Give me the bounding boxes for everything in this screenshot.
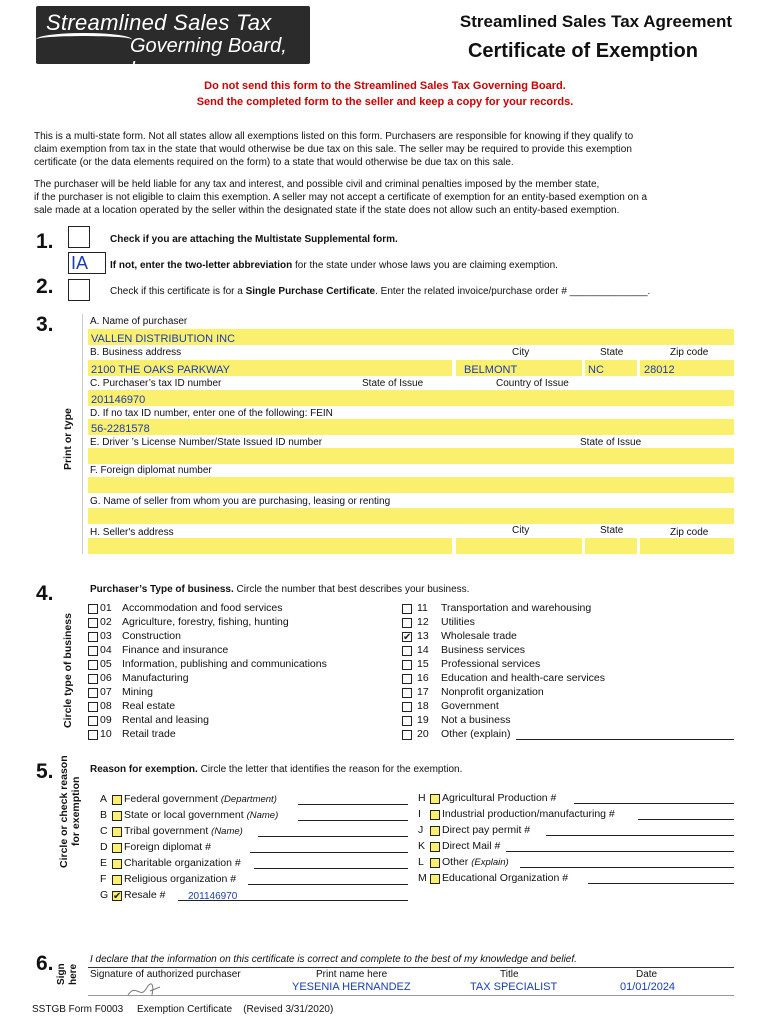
- business-type-checkbox[interactable]: [88, 618, 98, 628]
- reason-label: Resale #: [124, 889, 166, 901]
- business-address-label: B. Business address: [90, 347, 182, 358]
- reason-label: Direct pay permit #: [442, 824, 531, 836]
- business-type-label: Other (explain): [441, 728, 511, 740]
- business-type-checkbox[interactable]: [402, 646, 412, 656]
- business-type-checkbox[interactable]: [88, 604, 98, 614]
- business-type-number: 15: [417, 658, 429, 670]
- section-6-number: 6.: [36, 952, 54, 975]
- print-name-value[interactable]: YESENIA HERNANDEZ: [292, 981, 411, 993]
- section-1-number: 1.: [36, 230, 54, 253]
- business-type-label: Mining: [122, 686, 153, 698]
- reason-entry-line[interactable]: [248, 884, 408, 885]
- circle-reason-label-2: for exemption: [70, 776, 82, 846]
- reason-entry-line[interactable]: [258, 836, 408, 837]
- reason-entry-line[interactable]: [638, 819, 734, 820]
- reason-letter: I: [418, 808, 421, 820]
- agreement-title: Streamlined Sales Tax Agreement: [459, 12, 732, 31]
- zip-input[interactable]: 28012: [640, 360, 734, 376]
- reason-letter: B: [100, 809, 108, 821]
- tax-id-state-issue-label: State of Issue: [362, 378, 424, 389]
- business-type-number: 20: [417, 728, 429, 740]
- business-type-number: 10: [100, 728, 112, 740]
- business-type-number: 07: [100, 686, 112, 698]
- circle-type-business-label: Circle type of business: [62, 613, 74, 728]
- reason-entry-line[interactable]: [506, 851, 734, 852]
- intro-paragraph-2: The purchaser will be held liable for any tax and interest, and possible civil and criminal penalties imposed by the member state, if the purchaser is not eligible to claim this exemption. A seller may not accept a certificate of exemption for an entity-based exemption on a sale made at a location operated by the seller within the designated state if the state does not allow such an entity-based exemption.: [34, 179, 648, 216]
- sstgb-logo: Streamlined Sales Tax Governing Board, Inc.: [36, 6, 310, 64]
- business-type-label: Business services: [441, 644, 526, 656]
- business-type-label: Retail trade: [122, 728, 176, 740]
- reason-checkbox[interactable]: ✔: [113, 891, 122, 902]
- reason-label: Agricultural Production #: [442, 792, 557, 804]
- section-2-number: 2.: [36, 275, 54, 298]
- seller-name-input[interactable]: [88, 508, 734, 524]
- business-type-number: 14: [417, 644, 429, 656]
- reason-letter: A: [100, 793, 108, 805]
- reason-label: Other (Explain): [442, 856, 509, 868]
- reason-label: Educational Organization #: [442, 872, 569, 884]
- business-type-label: Information, publishing and communications: [122, 658, 327, 670]
- reason-checkbox[interactable]: [430, 794, 440, 804]
- form-id: SSTGB Form F0003: [32, 1004, 124, 1015]
- business-type-number: 04: [100, 644, 112, 656]
- business-type-number: 19: [417, 714, 429, 726]
- business-type-label: Education and health-care services: [441, 672, 606, 684]
- business-type-checkbox[interactable]: ✔: [403, 632, 412, 643]
- reason-checkbox[interactable]: [430, 858, 440, 868]
- business-type-checkbox[interactable]: [88, 660, 98, 670]
- seller-city-label: City: [512, 525, 530, 536]
- reason-letter: L: [418, 856, 424, 868]
- drivers-license-label: E. Driver ’s License Number/State Issued ID number: [90, 437, 323, 448]
- zip-label: Zip code: [670, 347, 709, 358]
- fein-input[interactable]: 56-2281578: [88, 419, 734, 435]
- reason-entry-line[interactable]: [254, 868, 408, 869]
- notice-line-1: Do not send this form to the Streamlined Sales Tax Governing Board.: [204, 80, 566, 92]
- business-type-checkbox[interactable]: [402, 660, 412, 670]
- supplemental-form-checkbox[interactable]: [68, 226, 90, 248]
- seller-zip-input[interactable]: [640, 538, 734, 554]
- business-type-checkbox[interactable]: [402, 716, 412, 726]
- form-revised: (Revised 3/31/2020): [243, 1004, 334, 1015]
- reason-letter: E: [100, 857, 108, 869]
- reason-letter: K: [418, 840, 426, 852]
- state-label: State: [600, 347, 624, 358]
- business-type-number: 16: [417, 672, 429, 684]
- fein-label: D. If no tax ID number, enter one of the following: FEIN: [90, 408, 333, 419]
- section-3-number: 3.: [36, 313, 54, 336]
- state-abbreviation-label: If not, enter the two-letter abbreviation for the state under whose laws you are claiming exemption.: [110, 260, 558, 271]
- business-type-number: 18: [417, 700, 429, 712]
- supplemental-form-label: Check if you are attaching the Multistate Supplemental form.: [110, 234, 398, 245]
- business-type-number: 08: [100, 700, 112, 712]
- business-type-label: Construction: [122, 630, 181, 642]
- business-type-label: Not a business: [441, 714, 511, 726]
- section-4-number: 4.: [36, 582, 54, 605]
- drivers-license-input[interactable]: [88, 448, 734, 464]
- city-input[interactable]: BELMONT: [456, 360, 582, 376]
- business-type-number: 03: [100, 630, 112, 642]
- reason-entry-line[interactable]: [298, 820, 408, 821]
- business-type-label: Real estate: [122, 700, 176, 712]
- reason-label: Direct Mail #: [442, 840, 501, 852]
- tax-id-label: C. Purchaser’s tax ID number: [90, 378, 222, 389]
- here-label: here: [68, 963, 79, 985]
- business-type-label: Manufacturing: [122, 672, 189, 684]
- reason-checkbox[interactable]: [112, 795, 122, 805]
- single-purchase-label: Check if this certificate is for a Single Purchase Certificate. Enter the related invoice/purchase order # ______________.: [110, 286, 651, 297]
- notice-line-2: Send the completed form to the seller and keep a copy for your records.: [196, 96, 574, 108]
- certificate-title: Certificate of Exemption: [467, 40, 698, 62]
- tax-id-input[interactable]: 201146970: [88, 390, 734, 406]
- title-label: Title: [500, 969, 519, 980]
- reason-title: Reason for exemption. Circle the letter that identifies the reason for the exemption.: [90, 764, 463, 775]
- business-type-number: 09: [100, 714, 112, 726]
- business-type-label: Government: [441, 700, 499, 712]
- seller-zip-label: Zip code: [670, 527, 709, 538]
- section-5-number: 5.: [36, 760, 54, 783]
- business-type-label: Transportation and warehousing: [441, 602, 592, 614]
- purchaser-name-label: A. Name of purchaser: [90, 316, 188, 327]
- resale-number-value: 201146970: [188, 891, 238, 902]
- reason-entry-line[interactable]: [546, 835, 734, 836]
- reason-label: Foreign diplomat #: [124, 841, 211, 853]
- state-abbreviation-input[interactable]: IA: [68, 252, 106, 274]
- business-type-checkbox[interactable]: [88, 730, 98, 740]
- business-type-checkbox[interactable]: [88, 702, 98, 712]
- print-or-type-label: Print or type: [62, 408, 74, 470]
- reason-label: Charitable organization #: [124, 857, 241, 869]
- declaration-text: I declare that the information on this certificate is correct and complete to the best of my knowledge and belief.: [90, 954, 577, 965]
- reason-checkbox[interactable]: [430, 810, 440, 820]
- circle-reason-label-1: Circle or check reason: [58, 755, 70, 868]
- business-type-checkbox[interactable]: [402, 618, 412, 628]
- business-type-label: Accommodation and food services: [122, 602, 283, 614]
- business-type-checkbox[interactable]: [88, 688, 98, 698]
- business-type-label: Professional services: [441, 658, 541, 670]
- business-type-number: 12: [417, 616, 429, 628]
- foreign-diplomat-label: F. Foreign diplomat number: [90, 465, 212, 476]
- reason-entry-line[interactable]: [298, 804, 408, 805]
- reason-letter: G: [100, 889, 109, 901]
- reason-letter: D: [100, 841, 108, 853]
- seller-state-input[interactable]: [585, 538, 637, 554]
- reason-letter: M: [418, 872, 427, 884]
- business-type-number: 06: [100, 672, 112, 684]
- foreign-diplomat-input[interactable]: [88, 477, 734, 493]
- title-value[interactable]: TAX SPECIALIST: [470, 981, 558, 993]
- footer: [32, 1004, 333, 1015]
- reason-letter: C: [100, 825, 108, 837]
- tax-id-country-issue-label: Country of Issue: [496, 378, 569, 389]
- business-type-label: Rental and leasing: [122, 714, 209, 726]
- reason-checkbox[interactable]: [112, 811, 122, 821]
- purchaser-name-input[interactable]: VALLEN DISTRIBUTION INC: [88, 329, 734, 345]
- reason-checkbox[interactable]: [112, 859, 122, 869]
- reason-label: Religious organization #: [124, 873, 237, 885]
- single-purchase-checkbox[interactable]: [68, 279, 90, 301]
- print-name-label: Print name here: [316, 969, 388, 980]
- reason-letter: F: [100, 873, 107, 885]
- reason-letter: H: [418, 792, 426, 804]
- business-type-label: Wholesale trade: [441, 630, 517, 642]
- business-type-checkbox[interactable]: [402, 688, 412, 698]
- intro-paragraph-1: This is a multi-state form. Not all states allow all exemptions listed on this form. Purchasers are responsible for knowing if they qualify to claim exemption from tax in the state that would otherwise be due tax on this sale. The seller may be required to provide this exemption certificate (or the data elements required on the form) to a state that would otherwise be due tax on this sale.: [34, 131, 634, 168]
- section-3-divider: [82, 314, 83, 554]
- business-type-checkbox[interactable]: [88, 646, 98, 656]
- reason-entry-line[interactable]: [588, 883, 734, 884]
- seller-city-input[interactable]: [456, 538, 582, 554]
- business-type-checkbox[interactable]: [88, 716, 98, 726]
- business-type-checkbox[interactable]: [402, 674, 412, 684]
- other-explain-line: [516, 739, 734, 740]
- signature-label: Signature of authorized purchaser: [90, 969, 241, 980]
- signature-rule: [88, 995, 734, 996]
- declaration-rule: [88, 967, 734, 968]
- date-label: Date: [636, 969, 658, 980]
- reason-entry-line[interactable]: [250, 852, 408, 853]
- reason-checkbox[interactable]: [430, 842, 440, 852]
- reason-label: Tribal government (Name): [124, 825, 243, 837]
- state-input[interactable]: NC: [585, 360, 637, 376]
- reason-label: Industrial production/manufacturing #: [442, 808, 615, 820]
- business-type-number: 13: [417, 630, 429, 642]
- business-type-label: Agriculture, forestry, fishing, hunting: [122, 616, 289, 628]
- reason-letter: J: [418, 824, 424, 836]
- business-type-checkbox[interactable]: [88, 674, 98, 684]
- business-type-label: Nonprofit organization: [441, 686, 544, 698]
- business-type-label: Utilities: [441, 616, 475, 628]
- city-label: City: [512, 347, 530, 358]
- signature-scribble-icon: [88, 981, 248, 1001]
- business-type-number: 17: [417, 686, 429, 698]
- business-type-label: Finance and insurance: [122, 644, 229, 656]
- reason-entry-line[interactable]: [574, 803, 734, 804]
- reason-checkbox[interactable]: [430, 826, 440, 836]
- business-type-number: 02: [100, 616, 112, 628]
- seller-name-label: G. Name of seller from whom you are purchasing, leasing or renting: [90, 496, 391, 507]
- business-type-number: 11: [417, 602, 428, 614]
- reason-checkbox[interactable]: [112, 843, 122, 853]
- seller-address-label: H. Seller's address: [90, 527, 174, 538]
- reason-entry-line[interactable]: [520, 867, 734, 868]
- business-type-title: Purchaser’s Type of business. Circle the number that best describes your business.: [90, 584, 470, 595]
- date-value[interactable]: 01/01/2024: [620, 981, 676, 993]
- form-name: Exemption Certificate: [137, 1004, 233, 1015]
- business-type-checkbox[interactable]: [402, 702, 412, 712]
- business-type-checkbox[interactable]: [402, 730, 412, 740]
- business-type-checkbox[interactable]: [88, 632, 98, 642]
- seller-state-label: State: [600, 525, 624, 536]
- business-type-number: 05: [100, 658, 112, 670]
- reason-label: Federal government (Department): [124, 793, 277, 805]
- business-type-number: 01: [100, 602, 112, 614]
- business-type-checkbox[interactable]: [402, 604, 412, 614]
- sign-label: Sign: [56, 963, 67, 985]
- seller-address-input[interactable]: [88, 538, 452, 554]
- reason-checkbox[interactable]: [112, 875, 122, 885]
- reason-checkbox[interactable]: [112, 827, 122, 837]
- business-address-input[interactable]: 2100 THE OAKS PARKWAY: [88, 360, 452, 376]
- reason-checkbox[interactable]: [430, 874, 440, 884]
- drivers-license-state-label: State of Issue: [580, 437, 642, 448]
- reason-label: State or local government (Name): [124, 809, 279, 821]
